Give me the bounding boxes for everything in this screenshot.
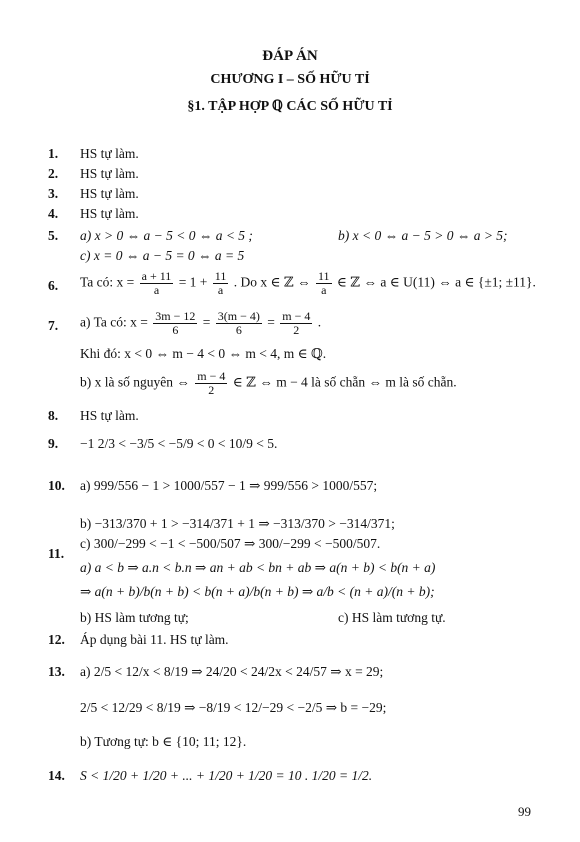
item-text: −1 2/3 < −3/5 < −5/9 < 0 < 10/9 < 5. [80, 436, 278, 451]
denominator: a [321, 283, 327, 297]
text-fragment: = 1 + [178, 274, 208, 290]
text-fragment: b) x là số nguyên ⇔ [80, 374, 190, 390]
item-text: HS tự làm. [80, 146, 139, 161]
fraction [153, 310, 197, 337]
item-text: Khi đó: x < 0 ⇔ m − 4 < 0 ⇔ m < 4, m ∈ ℚ. [80, 346, 327, 361]
answer-title: ĐÁP ÁN [262, 48, 318, 64]
denominator: 2 [208, 383, 215, 397]
item-text: HS tự làm. [80, 186, 139, 201]
item-number: 4. [48, 206, 59, 221]
item-text [80, 270, 536, 297]
item-text [80, 370, 457, 397]
item-text: b) −313/370 + 1 > −314/371 + 1 ⇒ −313/370 > −314/371; [80, 516, 395, 531]
item-text: HS tự làm. [80, 408, 139, 423]
text-fragment: ∈ ℤ ⇔ a ∈ U(11) ⇔ a ∈ {±1; ±11}. [336, 274, 536, 290]
numerator: 11 [317, 269, 330, 283]
item-text: a) 999/556 − 1 > 1000/557 − 1 ⇒ 999/556 > 1000/557; [80, 478, 378, 493]
text-fragment: . [317, 314, 322, 330]
item-number: 11. [48, 546, 65, 561]
item-text: a) x > 0 ⇔ a − 5 < 0 ⇔ a < 5 ; [80, 228, 253, 243]
item-text: HS tự làm. [80, 206, 139, 221]
item-text: b) x < 0 ⇔ a − 5 > 0 ⇔ a > 5; [338, 228, 508, 243]
item-number: 2. [48, 166, 59, 181]
text-fragment: ∈ ℤ ⇔ m − 4 là số chẵn ⇔ m là số chẵn. [232, 374, 457, 390]
numerator: m − 4 [197, 369, 226, 383]
item-text: c) 300/−299 < −1 < −500/507 ⇒ 300/−299 < −500/507. [80, 536, 381, 551]
page-number: 99 [518, 804, 531, 819]
numerator: m − 4 [282, 309, 311, 323]
fraction [213, 270, 229, 297]
item-text: b) Tương tự: b ∈ {10; 11; 12}. [80, 734, 247, 749]
item-text: a) Ta có: x = $\frac{3m - 12}{6}$ = $\frac{3(m - 4)}{6}$ = $\frac{m - 4}{2}$ . [80, 309, 322, 337]
item-number: 12. [48, 632, 65, 647]
item-number: 5. [48, 228, 59, 243]
item-text: a) 2/5 < 12/x < 8/19 ⇒ 24/20 < 24/2x < 24/57 ⇒ x = 29; [80, 664, 384, 679]
item-text: c) x = 0 ⇔ a − 5 = 0 ⇔ a = 5 [80, 248, 245, 263]
denominator: a [153, 283, 160, 297]
item-number: 1. [48, 146, 59, 161]
item-text: b) HS làm tương tự; [80, 610, 189, 625]
denominator: 6 [172, 323, 179, 337]
item-text: c) HS làm tương tự. [338, 610, 446, 625]
item-number: 9. [48, 436, 59, 451]
item-text: HS tự làm. [80, 166, 139, 181]
item-number: 13. [48, 664, 65, 679]
item-text: S < 1/20 + 1/20 + ... + 1/20 + 1/20 = 10 . 1/20 = 1/2. [80, 768, 373, 783]
text-fragment: Ta có: x = [80, 274, 135, 290]
denominator: 2 [293, 323, 300, 337]
fraction [140, 270, 174, 297]
item-number: 3. [48, 186, 59, 201]
item-text: Áp dụng bài 11. HS tự làm. [80, 632, 229, 647]
fraction [316, 270, 332, 297]
chapter-title: CHƯƠNG I – SỐ HỮU TỈ [210, 72, 370, 87]
item-text: a) a < b ⇒ a.n < b.n ⇒ an + ab < bn + ab ⇒ a(n + b) < b(n + a) [80, 560, 436, 575]
numerator: 3m − 12 [155, 309, 196, 323]
item-number: 14. [48, 768, 65, 783]
text-fragment: . Do x ∈ ℤ ⇔ [233, 274, 311, 290]
item-number: 8. [48, 408, 59, 423]
item-number: 7. [48, 318, 59, 333]
item-text: ⇒ a(n + b)/b(n + b) < b(n + a)/b(n + b) ⇒ a/b < (n + a)/(n + b); [80, 584, 435, 599]
section-title: §1. TẬP HỢP ℚ CÁC SỐ HỮU TỈ [187, 99, 393, 114]
numerator: 3(m − 4) [217, 309, 260, 323]
numerator: a + 11 [141, 269, 172, 283]
fraction [216, 310, 262, 337]
item-text: 2/5 < 12/29 < 8/19 ⇒ −8/19 < 12/−29 < −2/5 ⇒ b = −29; [80, 700, 387, 715]
fraction [280, 310, 312, 337]
item-number: 10. [48, 478, 65, 493]
numerator: 11 [214, 269, 227, 283]
fraction [195, 370, 227, 397]
text-fragment: a) Ta có: x = [80, 314, 148, 330]
denominator: a [217, 283, 224, 297]
item-number: 6. [48, 278, 59, 293]
denominator: 6 [235, 323, 242, 337]
